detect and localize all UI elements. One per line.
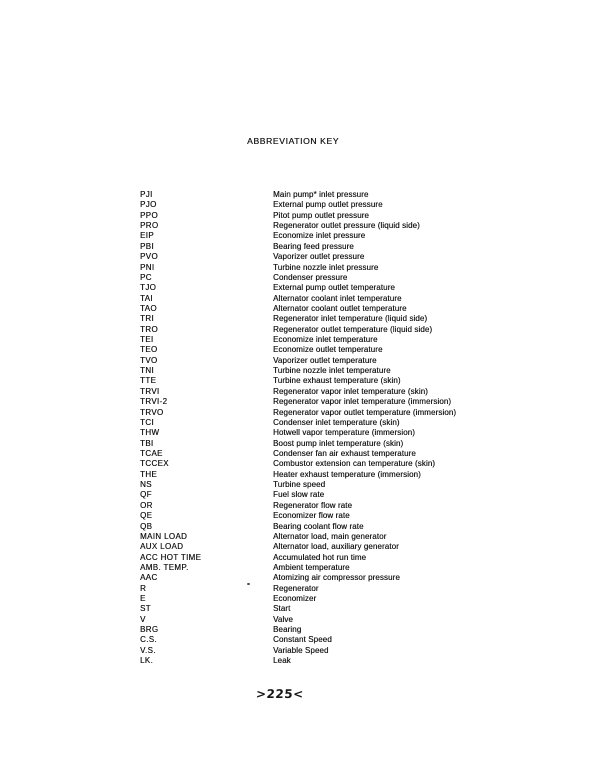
abbreviation-code: TNI <box>140 366 154 376</box>
abbreviation-meaning: Fuel slow rate <box>273 490 325 500</box>
abbreviation-row <box>140 263 500 273</box>
abbreviation-code: R <box>140 583 147 593</box>
abbreviation-row <box>140 242 500 252</box>
abbreviation-row <box>140 335 500 345</box>
abbreviation-meaning: Economize inlet temperature <box>273 335 378 345</box>
abbreviation-meaning: Turbine nozzle inlet temperature <box>273 366 391 376</box>
abbreviation-row <box>140 418 500 428</box>
abbreviation-row <box>140 200 500 210</box>
abbreviation-meaning: Atomizing air compressor pressure <box>273 573 400 583</box>
abbreviation-row <box>140 522 500 532</box>
abbreviation-code: PJI <box>140 190 153 199</box>
abbreviation-code: AAC <box>140 573 158 583</box>
abbreviation-meaning: Bearing coolant flow rate <box>273 521 364 531</box>
abbreviation-meaning: Economizer flow rate <box>273 511 350 521</box>
page-title: ABBREVIATION KEY <box>247 136 340 146</box>
abbreviation-code: TAI <box>140 293 153 303</box>
abbreviation-code: PBI <box>140 241 154 251</box>
abbreviation-meaning: External pump outlet pressure <box>273 200 383 210</box>
abbreviation-row <box>140 584 500 594</box>
abbreviation-row <box>140 490 500 500</box>
abbreviation-code: TVO <box>140 355 158 365</box>
abbreviation-code: V.S. <box>140 645 156 655</box>
abbreviation-meaning: Condenser pressure <box>273 272 348 282</box>
abbreviation-meaning: Alternator coolant outlet temperature <box>273 303 407 313</box>
abbreviation-code: AUX LOAD <box>140 542 184 552</box>
abbreviation-row <box>140 656 500 666</box>
abbreviation-meaning: Regenerator outlet temperature (liquid side) <box>273 324 433 334</box>
abbreviation-row <box>140 635 500 645</box>
abbreviation-code: QB <box>140 521 153 531</box>
abbreviation-code: TCCEX <box>140 459 169 469</box>
abbreviation-row <box>140 366 500 376</box>
abbreviation-meaning: Combustor extension can temperature (skin) <box>273 459 436 469</box>
abbreviation-meaning: Valve <box>273 614 293 624</box>
abbreviation-meaning: Alternator load, auxiliary generator <box>273 542 399 552</box>
abbreviation-row <box>140 646 500 656</box>
abbreviation-meaning: Vaporizer outlet pressure <box>273 252 365 262</box>
abbreviation-code: TAO <box>140 303 157 313</box>
abbreviation-meaning: Economize inlet pressure <box>273 231 366 241</box>
abbreviation-list <box>140 190 500 667</box>
abbreviation-meaning: Turbine exhaust temperature (skin) <box>273 376 401 386</box>
abbreviation-code: TRVO <box>140 407 164 417</box>
abbreviation-row <box>140 428 500 438</box>
abbreviation-row <box>140 573 500 583</box>
abbreviation-code: PPO <box>140 210 158 220</box>
abbreviation-code: BRG <box>140 625 159 635</box>
abbreviation-row <box>140 594 500 604</box>
abbreviation-code: ST <box>140 604 151 614</box>
abbreviation-row <box>140 625 500 635</box>
abbreviation-row <box>140 563 500 573</box>
abbreviation-code: TBI <box>140 438 154 448</box>
abbreviation-meaning: Regenerator vapor inlet temperature (immersion) <box>273 397 452 407</box>
abbreviation-meaning: Heater exhaust temperature (immersion) <box>273 469 421 479</box>
abbreviation-code: NS <box>140 480 152 490</box>
abbreviation-row <box>140 376 500 386</box>
abbreviation-code: TEO <box>140 345 158 355</box>
abbreviation-meaning: Condenser inlet temperature (skin) <box>273 417 400 427</box>
abbreviation-row <box>140 231 500 241</box>
abbreviation-code: QF <box>140 490 152 500</box>
abbreviation-meaning: Turbine speed <box>273 480 326 490</box>
abbreviation-meaning: Regenerator flow rate <box>273 500 353 510</box>
abbreviation-code: E <box>140 594 146 604</box>
abbreviation-code: LK. <box>140 656 154 666</box>
abbreviation-meaning: Regenerator outlet pressure (liquid side) <box>273 221 420 231</box>
abbreviation-meaning: Alternator load, main generator <box>273 531 387 541</box>
abbreviation-code: TEI <box>140 335 154 345</box>
abbreviation-meaning: Bearing feed pressure <box>273 241 354 251</box>
abbreviation-meaning: Alternator coolant inlet temperature <box>273 293 402 303</box>
abbreviation-row <box>140 532 500 542</box>
abbreviation-meaning: Start <box>273 604 291 614</box>
abbreviation-row <box>140 470 500 480</box>
abbreviation-row <box>140 542 500 552</box>
abbreviation-meaning: Economize outlet temperature <box>273 345 383 355</box>
abbreviation-code: TRI <box>140 314 154 324</box>
abbreviation-row <box>140 439 500 449</box>
abbreviation-code: PC <box>140 272 152 282</box>
abbreviation-meaning: Constant Speed <box>273 635 332 645</box>
abbreviation-meaning: Regenerator <box>273 583 319 593</box>
abbreviation-meaning: Regenerator vapor inlet temperature (skin) <box>273 386 428 396</box>
abbreviation-row <box>140 387 500 397</box>
abbreviation-code: ACC HOT TIME <box>140 552 202 562</box>
abbreviation-code: TCAE <box>140 448 163 458</box>
abbreviation-meaning: Bearing <box>273 625 302 635</box>
abbreviation-meaning: Leak <box>273 656 291 666</box>
abbreviation-code: EIP <box>140 231 154 241</box>
abbreviation-row <box>140 397 500 407</box>
abbreviation-row <box>140 480 500 490</box>
abbreviation-meaning: Condenser fan air exhaust temperature <box>273 448 416 458</box>
abbreviation-meaning: Variable Speed <box>273 645 329 655</box>
abbreviation-row <box>140 190 500 200</box>
abbreviation-row <box>140 345 500 355</box>
abbreviation-meaning: External pump outlet temperature <box>273 283 395 293</box>
abbreviation-meaning: Main pump* inlet pressure <box>273 190 369 199</box>
scan-speck <box>247 583 250 585</box>
abbreviation-row <box>140 553 500 563</box>
abbreviation-code: PNI <box>140 262 155 272</box>
abbreviation-row <box>140 325 500 335</box>
abbreviation-row <box>140 459 500 469</box>
abbreviation-meaning: Hotwell vapor temperature (immersion) <box>273 428 415 438</box>
abbreviation-row <box>140 273 500 283</box>
abbreviation-row <box>140 408 500 418</box>
abbreviation-meaning: Economizer <box>273 594 317 604</box>
abbreviation-code: PVO <box>140 252 158 262</box>
abbreviation-row <box>140 211 500 221</box>
abbreviation-code: TRVI-2 <box>140 397 168 407</box>
abbreviation-code: AMB. TEMP. <box>140 562 189 572</box>
abbreviation-row <box>140 604 500 614</box>
abbreviation-code: TTE <box>140 376 157 386</box>
abbreviation-meaning: Regenerator inlet temperature (liquid side) <box>273 314 428 324</box>
abbreviation-code: MAIN LOAD <box>140 531 188 541</box>
abbreviation-code: OR <box>140 500 153 510</box>
abbreviation-row <box>140 294 500 304</box>
abbreviation-code: PJO <box>140 200 157 210</box>
abbreviation-meaning: Accumulated hot run time <box>273 552 367 562</box>
abbreviation-meaning: Boost pump inlet temperature (skin) <box>273 438 404 448</box>
abbreviation-row <box>140 356 500 366</box>
abbreviation-code: TCI <box>140 417 154 427</box>
abbreviation-code: TRO <box>140 324 158 334</box>
abbreviation-code: TJO <box>140 283 157 293</box>
abbreviation-code: TRVI <box>140 386 160 396</box>
page-number-stamp: >225< <box>255 687 305 701</box>
abbreviation-meaning: Pitot pump outlet pressure <box>273 210 369 220</box>
abbreviation-row <box>140 221 500 231</box>
abbreviation-code: PRO <box>140 221 159 231</box>
abbreviation-code: THW <box>140 428 160 438</box>
abbreviation-meaning: Vaporizer outlet temperature <box>273 355 377 365</box>
abbreviation-row <box>140 283 500 293</box>
abbreviation-row <box>140 511 500 521</box>
abbreviation-row <box>140 501 500 511</box>
abbreviation-code: C.S. <box>140 635 157 645</box>
abbreviation-row <box>140 304 500 314</box>
abbreviation-row <box>140 615 500 625</box>
abbreviation-meaning: Ambient temperature <box>273 562 350 572</box>
abbreviation-meaning: Turbine nozzle inlet pressure <box>273 262 379 272</box>
abbreviation-row <box>140 314 500 324</box>
abbreviation-meaning: Regenerator vapor outlet temperature (immersion) <box>273 407 457 417</box>
abbreviation-row <box>140 449 500 459</box>
abbreviation-row <box>140 252 500 262</box>
abbreviation-code: V <box>140 614 146 624</box>
abbreviation-code: QE <box>140 511 153 521</box>
abbreviation-code: THE <box>140 469 158 479</box>
